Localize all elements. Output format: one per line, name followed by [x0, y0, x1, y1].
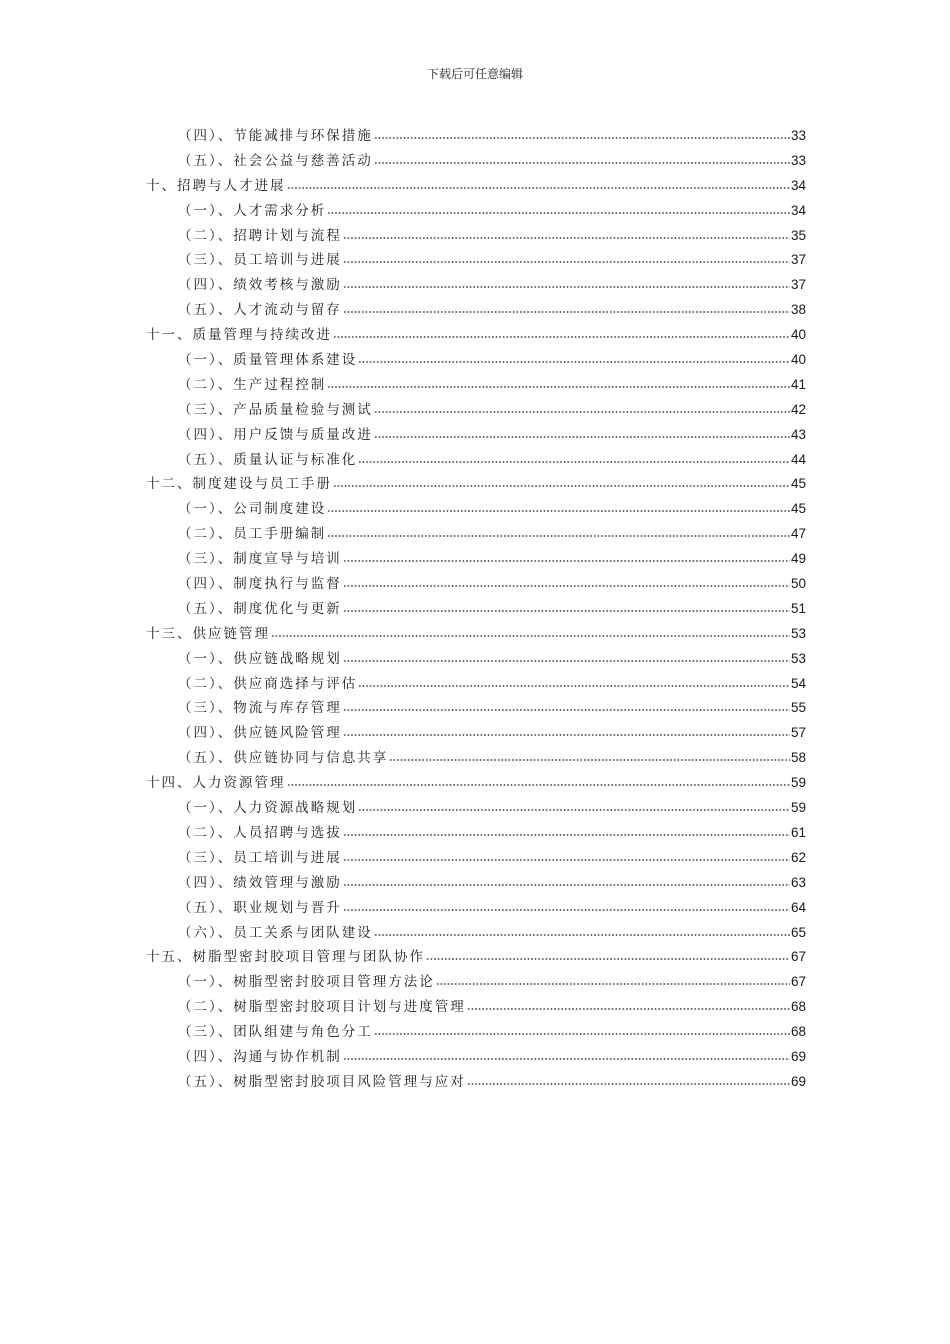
toc-entry-label: （三）、物流与库存管理: [178, 700, 342, 717]
toc-entry-label: （二）、供应商选择与评估: [178, 675, 358, 692]
toc-entry-label: （一）、供应链战略规划: [178, 650, 342, 667]
toc-entry-label: （三）、团队组建与角色分工: [178, 1024, 373, 1041]
toc-section-entry[interactable]: [146, 273, 806, 298]
toc-page-number: 34: [790, 202, 806, 218]
toc-chapter-entry[interactable]: [146, 174, 806, 199]
table-of-contents: [146, 124, 806, 1095]
toc-entry-label: （二）、招聘计划与流程: [178, 227, 342, 244]
toc-page-number: 51: [790, 600, 806, 616]
toc-section-entry[interactable]: [146, 1070, 806, 1095]
toc-page-number: 59: [790, 800, 806, 816]
toc-entry-label: （三）、制度宣导与培训: [178, 551, 342, 568]
toc-dot-leader: [343, 258, 790, 264]
toc-entry-label: （五）、社会公益与慈善活动: [178, 152, 373, 169]
toc-dot-leader: [327, 507, 790, 513]
toc-section-entry[interactable]: [146, 921, 806, 946]
toc-dot-leader: [343, 1055, 790, 1061]
toc-dot-leader: [343, 706, 790, 712]
toc-entry-label: 十一、质量管理与持续改进: [146, 327, 332, 344]
toc-dot-leader: [374, 1030, 790, 1036]
toc-dot-leader: [374, 408, 790, 414]
toc-entry-label: （四）、绩效管理与激励: [178, 874, 342, 891]
toc-section-entry[interactable]: [146, 149, 806, 174]
toc-section-entry[interactable]: [146, 672, 806, 697]
toc-entry-label: （六）、员工关系与团队建设: [178, 924, 373, 941]
toc-section-entry[interactable]: [146, 298, 806, 323]
toc-section-entry[interactable]: [146, 746, 806, 771]
toc-dot-leader: [343, 731, 790, 737]
toc-dot-leader: [374, 931, 790, 937]
toc-dot-leader: [343, 607, 790, 613]
toc-section-entry[interactable]: [146, 821, 806, 846]
toc-page-number: 61: [790, 824, 806, 840]
toc-entry-label: （一）、树脂型密封胶项目管理方法论: [178, 974, 435, 991]
toc-section-entry[interactable]: [146, 248, 806, 273]
toc-entry-label: （四）、沟通与协作机制: [178, 1048, 342, 1065]
toc-dot-leader: [343, 881, 790, 887]
toc-page-number: 42: [790, 401, 806, 417]
toc-dot-leader: [358, 682, 790, 688]
toc-entry-label: （一）、公司制度建设: [178, 501, 327, 518]
toc-dot-leader: [343, 831, 790, 837]
toc-section-entry[interactable]: [146, 572, 806, 597]
toc-dot-leader: [374, 159, 790, 165]
toc-page-number: 63: [790, 874, 806, 890]
toc-dot-leader: [389, 756, 790, 762]
toc-section-entry[interactable]: [146, 846, 806, 871]
toc-dot-leader: [426, 955, 790, 961]
toc-section-entry[interactable]: [146, 224, 806, 249]
toc-dot-leader: [374, 134, 790, 140]
toc-entry-label: （五）、供应链协同与信息共享: [178, 750, 389, 767]
toc-page-number: 54: [790, 675, 806, 691]
toc-entry-label: 十四、人力资源管理: [146, 775, 286, 792]
toc-entry-label: 十五、树脂型密封胶项目管理与团队协作: [146, 949, 425, 966]
toc-section-entry[interactable]: [146, 398, 806, 423]
toc-entry-label: （一）、人才需求分析: [178, 202, 327, 219]
toc-page-number: 50: [790, 576, 806, 592]
toc-section-entry[interactable]: [146, 199, 806, 224]
toc-page-number: 37: [790, 277, 806, 293]
toc-entry-label: （四）、用户反馈与质量改进: [178, 426, 373, 443]
toc-section-entry[interactable]: [146, 497, 806, 522]
toc-entry-label: 十二、制度建设与员工手册: [146, 476, 332, 493]
toc-page-number: 67: [790, 974, 806, 990]
page-header: 下载后可任意编辑: [426, 67, 523, 81]
toc-page-number: 41: [790, 376, 806, 392]
toc-page-number: 64: [790, 899, 806, 915]
toc-dot-leader: [343, 283, 790, 289]
toc-dot-leader: [343, 234, 790, 240]
toc-entry-label: 十、招聘与人才进展: [146, 177, 286, 194]
toc-dot-leader: [467, 1005, 790, 1011]
toc-dot-leader: [333, 333, 790, 339]
toc-chapter-entry[interactable]: [146, 472, 806, 497]
toc-dot-leader: [343, 557, 790, 563]
toc-section-entry[interactable]: [146, 721, 806, 746]
toc-page-number: 68: [790, 1024, 806, 1040]
toc-page-number: 45: [790, 501, 806, 517]
toc-section-entry[interactable]: [146, 373, 806, 398]
toc-dot-leader: [358, 358, 790, 364]
toc-page-number: 37: [790, 252, 806, 268]
toc-page-number: 67: [790, 949, 806, 965]
toc-dot-leader: [374, 433, 790, 439]
toc-dot-leader: [343, 906, 790, 912]
toc-dot-leader: [333, 482, 790, 488]
toc-entry-label: （二）、生产过程控制: [178, 376, 327, 393]
toc-entry-label: （一）、质量管理体系建设: [178, 352, 358, 369]
toc-page-number: 44: [790, 451, 806, 467]
toc-entry-label: （四）、供应链风险管理: [178, 725, 342, 742]
toc-section-entry[interactable]: [146, 124, 806, 149]
toc-section-entry[interactable]: [146, 348, 806, 373]
toc-entry-label: （三）、员工培训与进展: [178, 849, 342, 866]
toc-dot-leader: [343, 856, 790, 862]
toc-dot-leader: [271, 632, 790, 638]
toc-chapter-entry[interactable]: [146, 945, 806, 970]
toc-page-number: 62: [790, 849, 806, 865]
toc-page-number: 65: [790, 924, 806, 940]
toc-page-number: 35: [790, 227, 806, 243]
toc-page-number: 33: [790, 128, 806, 143]
toc-chapter-entry[interactable]: [146, 622, 806, 647]
toc-page-number: 59: [790, 775, 806, 791]
toc-dot-leader: [467, 1080, 790, 1086]
toc-section-entry[interactable]: [146, 696, 806, 721]
toc-page-number: 69: [790, 1048, 806, 1064]
toc-entry-label: （三）、员工培训与进展: [178, 252, 342, 269]
toc-entry-label: （四）、制度执行与监督: [178, 576, 342, 593]
toc-entry-label: （一）、人力资源战略规划: [178, 800, 358, 817]
toc-page-number: 40: [790, 352, 806, 368]
toc-dot-leader: [327, 532, 790, 538]
toc-page-number: 53: [790, 625, 806, 641]
toc-entry-label: （三）、产品质量检验与测试: [178, 401, 373, 418]
toc-chapter-entry[interactable]: [146, 323, 806, 348]
toc-entry-label: （四）、绩效考核与激励: [178, 277, 342, 294]
toc-dot-leader: [343, 308, 790, 314]
toc-dot-leader: [287, 781, 790, 787]
toc-dot-leader: [287, 184, 790, 190]
toc-entry-label: （五）、职业规划与晋升: [178, 899, 342, 916]
toc-entry-label: （五）、质量认证与标准化: [178, 451, 358, 468]
toc-chapter-entry[interactable]: [146, 771, 806, 796]
toc-dot-leader: [358, 806, 790, 812]
toc-entry-label: （五）、人才流动与留存: [178, 302, 342, 319]
toc-page-number: 47: [790, 526, 806, 542]
toc-dot-leader: [327, 209, 790, 215]
toc-section-entry[interactable]: [146, 647, 806, 672]
toc-entry-label: 十三、供应链管理: [146, 625, 270, 642]
toc-entry-label: （五）、树脂型密封胶项目风险管理与应对: [178, 1073, 466, 1090]
toc-section-entry[interactable]: [146, 547, 806, 572]
toc-page-number: 33: [790, 152, 806, 168]
toc-dot-leader: [343, 582, 790, 588]
toc-page-number: 69: [790, 1073, 806, 1089]
toc-page-number: 53: [790, 650, 806, 666]
toc-page-number: 40: [790, 327, 806, 343]
toc-section-entry[interactable]: [146, 970, 806, 995]
toc-entry-label: （四）、节能减排与环保措施: [178, 128, 373, 144]
toc-section-entry[interactable]: [146, 1020, 806, 1045]
toc-page-number: 38: [790, 302, 806, 318]
toc-dot-leader: [327, 383, 790, 389]
toc-section-entry[interactable]: [146, 597, 806, 622]
toc-entry-label: （二）、树脂型密封胶项目计划与进度管理: [178, 999, 466, 1016]
toc-section-entry[interactable]: [146, 995, 806, 1020]
toc-page-number: 68: [790, 999, 806, 1015]
toc-section-entry[interactable]: [146, 448, 806, 473]
toc-section-entry[interactable]: [146, 1045, 806, 1070]
toc-section-entry[interactable]: [146, 796, 806, 821]
toc-dot-leader: [358, 458, 790, 464]
toc-dot-leader: [436, 980, 790, 986]
toc-section-entry[interactable]: [146, 423, 806, 448]
toc-page-number: 45: [790, 476, 806, 492]
toc-section-entry[interactable]: [146, 896, 806, 921]
toc-page-number: 49: [790, 551, 806, 567]
toc-page-number: 43: [790, 426, 806, 442]
toc-page-number: 34: [790, 177, 806, 193]
toc-page-number: 57: [790, 725, 806, 741]
toc-entry-label: （五）、制度优化与更新: [178, 600, 342, 617]
toc-section-entry[interactable]: [146, 522, 806, 547]
toc-page-number: 58: [790, 750, 806, 766]
toc-page-number: 55: [790, 700, 806, 716]
toc-section-entry[interactable]: [146, 871, 806, 896]
toc-entry-label: （二）、人员招聘与选拔: [178, 824, 342, 841]
toc-entry-label: （二）、员工手册编制: [178, 526, 327, 543]
toc-dot-leader: [343, 657, 790, 663]
